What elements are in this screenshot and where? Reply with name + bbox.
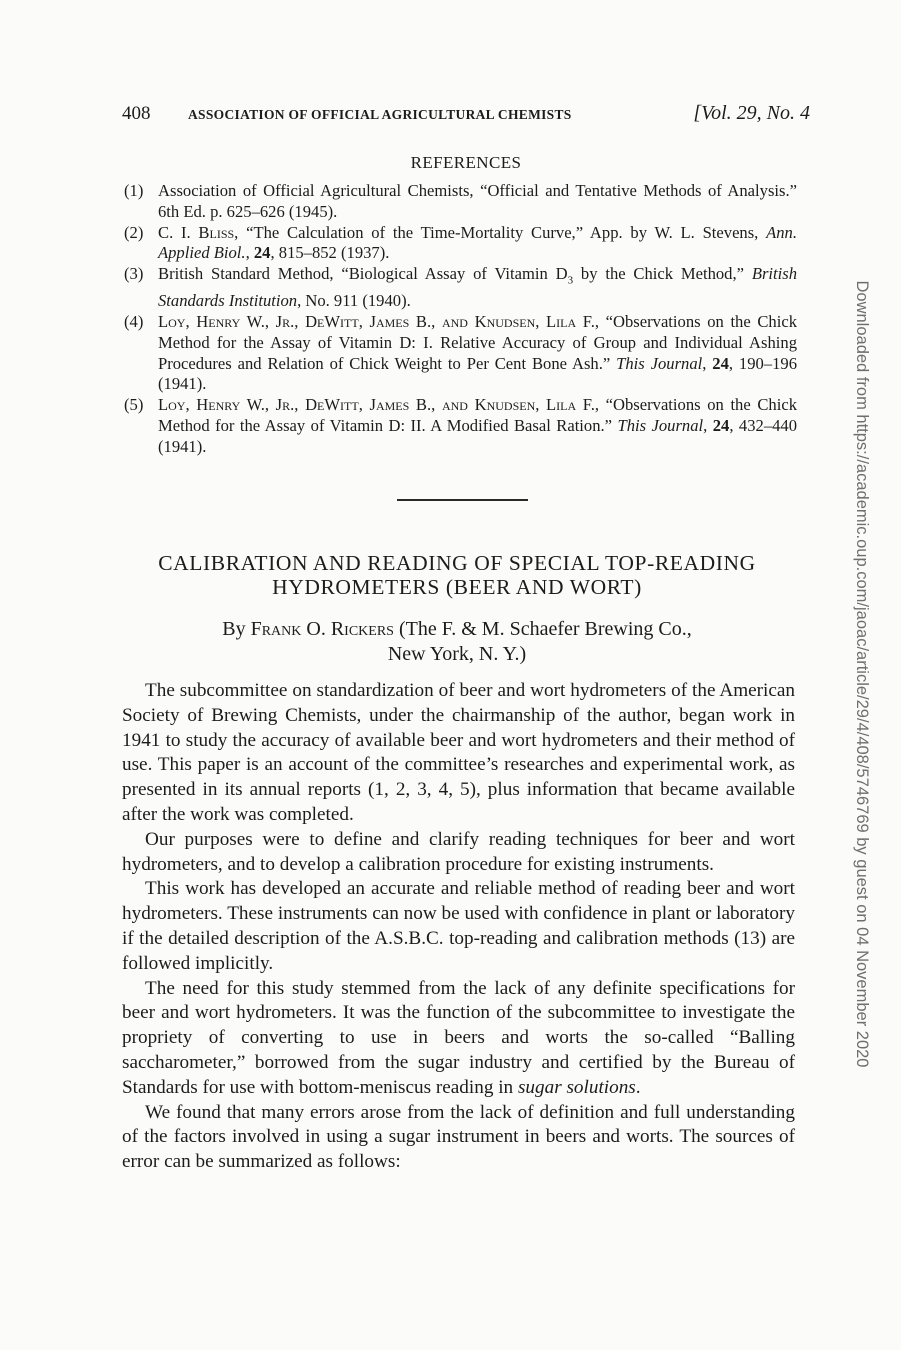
reference-text: Loy, Henry W., Jr., DeWitt, James B., and Knudsen, Lila F., “Observations on the Chick Method for the Assay of Vitamin D: I. Relative Accuracy of Group and Individual Ashing Procedures and Relation of Chick Weight to Per Cent Bone Ash.” This Journal, 24, 190–196 (1941). bbox=[158, 312, 797, 394]
article-title-line-1: CALIBRATION AND READING OF SPECIAL TOP-READING bbox=[158, 551, 756, 575]
byline-line-2: New York, N. Y.) bbox=[387, 643, 527, 665]
reference-number: (4) bbox=[124, 312, 144, 332]
reference-item-5 bbox=[122, 395, 797, 457]
page-number: 408 bbox=[122, 103, 151, 124]
reference-item-4 bbox=[122, 312, 797, 395]
byline bbox=[110, 617, 804, 667]
reference-journal: This Journal bbox=[616, 353, 703, 373]
reference-journal: Ann. Applied Biol. bbox=[158, 222, 797, 263]
reference-item-1 bbox=[122, 181, 797, 223]
reference-journal: British Standards Institution bbox=[158, 264, 797, 311]
reference-number: (2) bbox=[124, 222, 144, 242]
reference-item-2 bbox=[122, 223, 797, 265]
article-title-line-2: HYDROMETERS (BEER AND WORT) bbox=[272, 575, 642, 599]
reference-volume: 24 bbox=[253, 243, 271, 263]
download-watermark: Downloaded from https://academic.oup.com/jaoac/article/29/4/408/5746769 by guest on 04 November 2020 bbox=[853, 280, 871, 1068]
body-paragraph-4: The need for this study stemmed from the lack of any definite specifications for beer and wort hydrometers. It was the function of the subcommittee to investigate the propriety of converting to use in beers and worts the so-called “Balling saccharometer,” borrowed from the sugar industry and certified by the Bureau of Standards for use with bottom-meniscus reading in sugar solutions. bbox=[122, 977, 795, 1098]
references-list bbox=[122, 181, 797, 458]
reference-text: Association of Official Agricultural Chemists, “Official and Tentative Methods of Analysis.” 6th Ed. p. 625–626 (1945). bbox=[158, 181, 797, 221]
reference-text: Loy, Henry W., Jr., DeWitt, James B., and Knudsen, Lila F., “Observations on the Chick Method for the Assay of Vitamin D: II. A Modified Basal Ration.” This Journal, 24, 432–440 (1941). bbox=[158, 395, 797, 456]
body-paragraph-3: This work has developed an accurate and reliable method of reading beer and wort hydrometers. These instruments can now be used with confidence in plant or laboratory if the detailed description of the A.S.B.C. top-reading and calibration methods (13) are followed implicitly. bbox=[122, 878, 795, 974]
reference-author: Bliss bbox=[198, 222, 235, 242]
references-heading: REFERENCES bbox=[410, 153, 522, 172]
body-paragraph-5: We found that many errors arose from the lack of definition and full understanding of the factors involved in using a sugar instrument in beers and worts. The sources of error can be summarized as follows: bbox=[122, 1101, 795, 1173]
reference-item-3 bbox=[122, 264, 797, 312]
section-divider bbox=[397, 499, 528, 501]
body-paragraph-1: The subcommittee on standardization of beer and wort hydrometers of the American Society of Brewing Chemists, under the chairmanship of the author, began work in 1941 to study the accuracy of available beer and wort hydrometers and their method of use. This paper is an account of the committee’s researches and experimental work, as presented in its annual reports (1, 2, 3, 4, 5), plus information that became available after the work was completed. bbox=[122, 680, 795, 825]
reference-number: (3) bbox=[124, 264, 144, 284]
reference-number: (1) bbox=[124, 181, 144, 200]
journal-title: ASSOCIATION OF OFFICIAL AGRICULTURAL CHEMISTS bbox=[188, 107, 572, 122]
volume-info: [Vol. 29, No. 4 bbox=[693, 102, 810, 124]
reference-journal: This Journal bbox=[617, 416, 704, 436]
author-name: Frank O. Rickers bbox=[250, 618, 394, 640]
reference-number: (5) bbox=[124, 395, 144, 415]
reference-text: British Standard Method, “Biological Assay of Vitamin $D_3$ by the Chick Method,” British Standards Institution, No. 911 (1940). bbox=[158, 264, 797, 311]
article-body bbox=[122, 679, 795, 1175]
body-paragraph-2: Our purposes were to define and clarify reading techniques for beer and wort hydrometers, and to develop a calibration procedure for existing instruments. bbox=[122, 828, 795, 875]
reference-volume: 24 bbox=[712, 416, 730, 436]
byline-line-1: By Frank O. Rickers (The F. & M. Schaefer Brewing Co., bbox=[222, 618, 692, 640]
reference-text: C. I. Bliss, “The Calculation of the Time-Mortality Curve,” App. by W. L. Stevens, Ann. Applied Biol., 24, 815–852 (1937). bbox=[158, 222, 797, 263]
running-header bbox=[122, 103, 810, 129]
reference-volume: 24 bbox=[712, 353, 729, 373]
affiliation: (The F. & M. Schaefer Brewing Co., bbox=[393, 618, 692, 640]
article-title bbox=[110, 551, 804, 599]
